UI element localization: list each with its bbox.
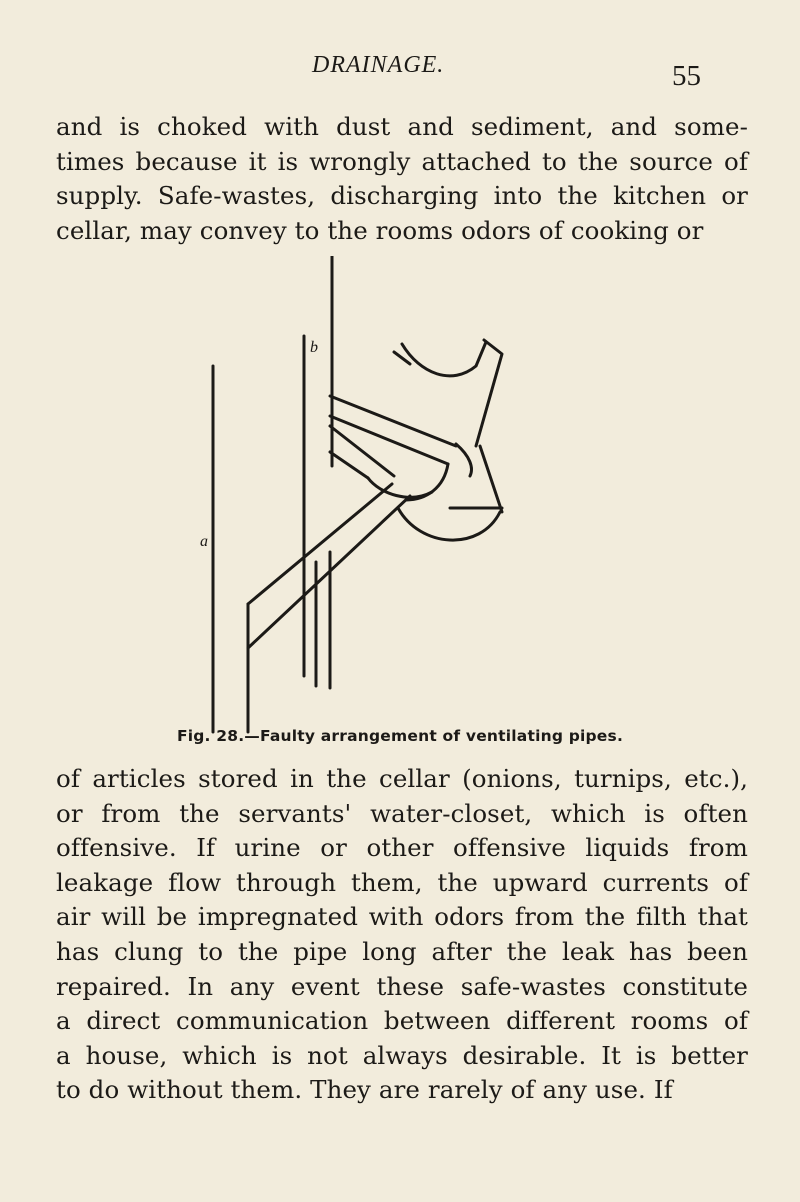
text-line: has clung to the pipe long after the leak has been [56,936,748,966]
label-b: b [310,339,318,356]
running-title: DRAINAGE. [312,52,445,78]
text-line: offensive. If urine or other offensive liquids from [56,833,748,863]
text-line: repaired. In any event these safe-wastes constitute [56,971,748,1001]
inner-pipe-2 [330,426,394,476]
inner-pipe-1 [330,396,456,446]
paragraph-after-figure [56,762,748,1108]
figure-caption [0,727,800,745]
trap-upper-bowl [402,342,486,376]
branch-upper-wall [248,484,392,604]
trap-lower-bowl [398,508,500,540]
text-line: supply. Safe-wastes, discharging into the kitchen or [56,181,748,211]
text-line: or from the servants' water-closet, which is often [56,798,748,828]
text-line: times because it is wrongly attached to the source of [56,146,748,176]
figure-caption-text: Fig. 28.—Faulty arrangement of ventilating pipes. [176,727,624,745]
paragraph-before-figure [56,110,748,248]
text-line: a house, which is not always desirable. It is better [56,1040,748,1070]
text-line: and is choked with dust and sediment, and some- [56,112,748,141]
pipe-diagram [180,256,540,734]
label-a: a [200,533,208,550]
page-number: 55 [672,60,701,92]
text-line: leakage flow through them, the upward currents of [56,867,748,897]
text-line: air will be impregnated with odors from the filth that [56,902,748,932]
text-line: of articles stored in the cellar (onions, turnips, etc.), [56,764,748,793]
running-head [0,48,800,92]
text-line: cellar, may convey to the rooms odors of cooking or [56,215,704,245]
text-line: a direct communication between different rooms of [56,1006,748,1036]
text-line: to do without them. They are rarely of any use. If [56,1075,673,1105]
